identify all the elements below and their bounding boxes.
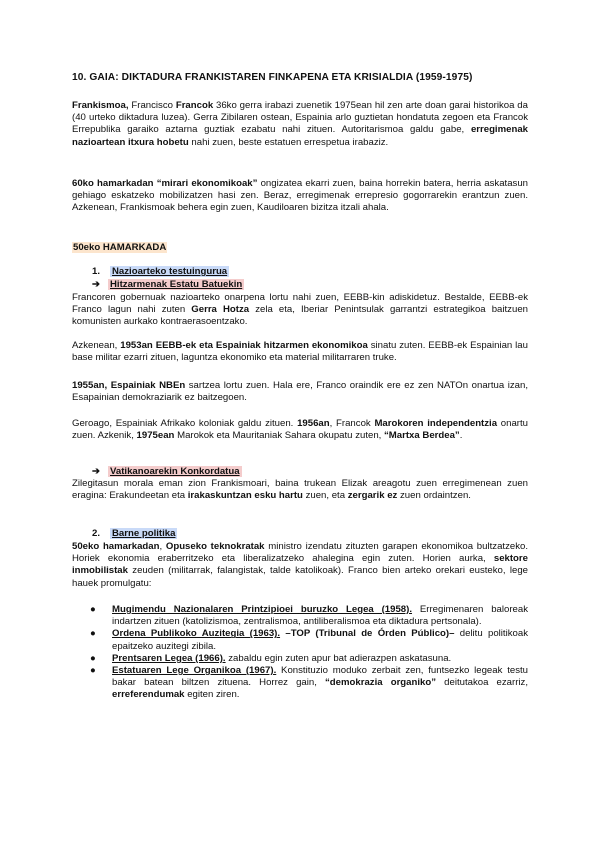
usa-paragraph-1: Francoren gobernuak nazioarteko onarpena lortu nahi zuen, EEBB-kin adiskidetuz. Bestalde, EEBB-ek Franco lagun nahi zuten Gerra Hotza zela eta, Iberiar Penintsulak garrantzi estrategikoa baitzuen komunisten aurkako kontraerasoentzako. [72, 292, 528, 328]
arrow-right-icon: ➔ [92, 466, 101, 477]
bullet-icon: ● [90, 652, 96, 664]
laws-list [90, 604, 528, 702]
bullet-icon: ● [90, 665, 96, 677]
arrow-right-icon: ➔ [92, 279, 101, 290]
section-heading-50s: 50eko HAMARKADA [73, 242, 167, 253]
usa-paragraph-2: Azkenean, 1953an EEBB-ek eta Espainiak hitzarmen ekonomikoa sinatu zuten. EEBB-ek Espainian lau base militar ezarri zituen, laguntza ekonomiko eta material militarraren truke. [72, 340, 528, 364]
bullet-icon: ● [90, 604, 96, 615]
list-item: ● Prentsaren Legea (1966). zabaldu egin zuten apur bat adierazpen askatasuna. [90, 652, 452, 664]
bullet-icon: ● [90, 628, 96, 640]
intro-paragraph: Frankismoa, Francisco Francok 36ko gerra irabazi zuenetik 1975ean hil zen arte doan garai historikoa da (40 urteko diktadura luzea). Gerra Zibilaren ostean, Espainia arlo guztietan hondatuta zegoen eta Francok Errepublika garaiko aztarna guztiak ezabatu nahi zituen. Autoritarismoa galdu gabe, erregimenak nazioartean itxura hobetu nahi zuen, beste estatuen errespetua irabaziz. [72, 100, 528, 148]
vatican-paragraph: Zilegitasun morala eman zion Frankismoari, baina trukean Elizak areagotu zuen erregimenean zuen eragina: Erakundeetan eta irakaskuntzan esku hartu zuen, eta zergarik ez zuen ordaintzen. [72, 478, 528, 502]
africa-paragraph: Geroago, Espainiak Afrikako koloniak galdu zituen. 1956an, Francok Marokoren independentzia onartu zuen. Azkenik, 1975ean Marokok eta Mauritaniak Sahara okupatu zuten, “Martxa Berdea”. [72, 418, 529, 442]
sixties-paragraph: 60ko hamarkadan “mirari ekonomikoak” ongizatea ekarri zuen, baina horrekin batera, herria askatasun gehiago eskatzeko mobilizatzen hasi zen. Beraz, erregimenak errepresio gogorrarekin erantzun zuen. Azkenean, Frankismoak behera egin zuen, Kaudiloaren bizitza itzali ahala. [72, 178, 528, 214]
heading-domestic-policy: 2. Barne politika [92, 528, 176, 539]
heading-international-context: 1. Nazioarteko testuingurua [92, 266, 228, 277]
subheading-usa-agreements: ➔ Hitzarmenak Estatu Batuekin [92, 279, 243, 290]
list-item: ● Mugimendu Nazionalaren Printzipioei buruzko Legea (1958). Erregimenaren baloreak indartzen zituen (katolizismoa, zentralismoa, antiliberalismoa eta diktadura pertsonala). [90, 604, 529, 628]
page-title: 10. GAIA: DIKTADURA FRANKISTAREN FINKAPENA ETA KRISIALDIA (1959-1975) [72, 72, 473, 83]
domestic-paragraph: 50eko hamarkadan, Opuseko teknokratak ministro izendatu zituzten garapen ekonomikoa bultzatzeko. Horiek ekonomia eraberritzeko eta liberalizatzeko ahalegina egin zuten. Horien aurka, sektore inmobilistak zeuden (militarrak, falangistak, talde katolikoak). Franco bien arteko orekari eusteko, lege hauek promulgatu: [72, 541, 529, 589]
subheading-vatican-concordat: ➔ Vatikanoarekin Konkordatua [92, 466, 240, 477]
list-item: ● Estatuaren Lege Organikoa (1967). Konstituzio moduko zerbait zen, funtsezko legeak testu bakar batean biltzen zituena. Horrez gain, “demokrazia organiko” deitutakoa ezarriz, erreferendumak egiten ziren. [90, 665, 529, 701]
list-item: ● Ordena Publikoko Auzitegia (1963). –TOP (Tribunal de Órden Público)– delitu politikoak epaitzeko auzitegi zibila. [90, 628, 528, 652]
un-paragraph: 1955an, Espainiak NBEn sartzea lortu zuen. Hala ere, Franco oraindik ere ez zen NATOn onartua izan, Esapainian demokraziarik ez baitzegoen. [72, 380, 528, 404]
